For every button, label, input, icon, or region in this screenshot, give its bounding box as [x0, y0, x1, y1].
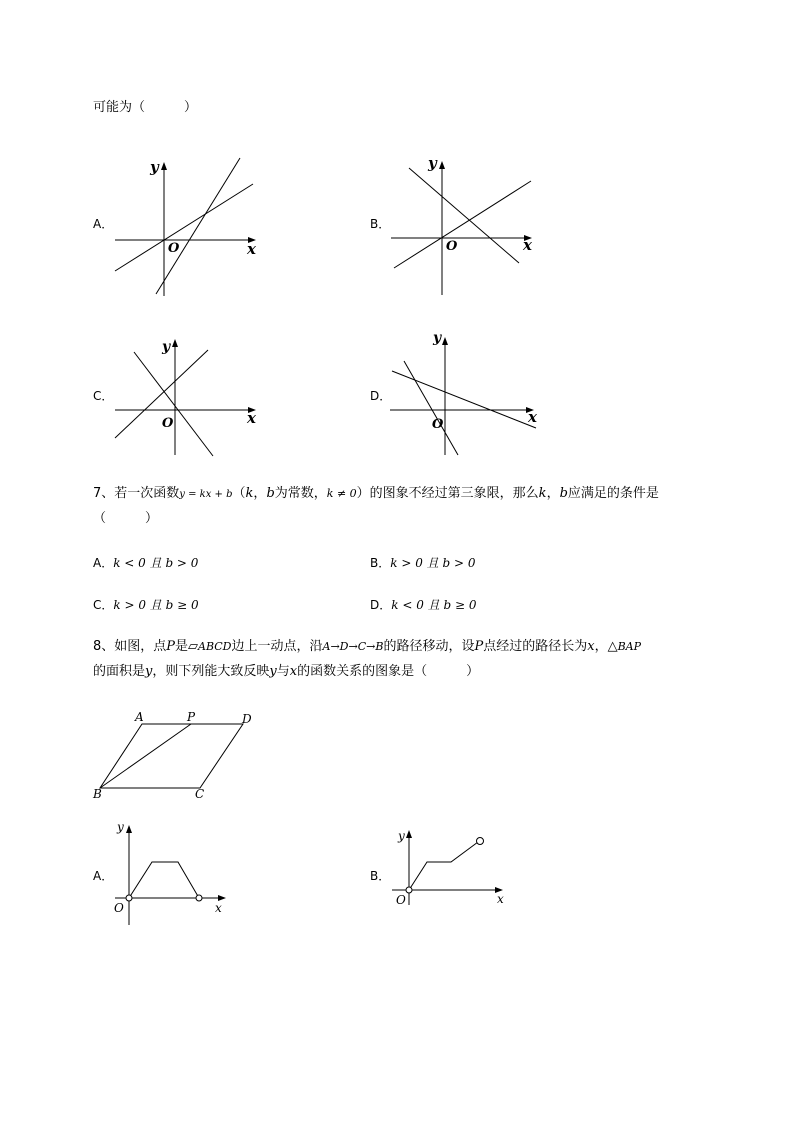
origin-label: O	[396, 893, 406, 907]
q7-text-4: 为常数，	[274, 486, 327, 501]
q6-option-b-label[interactable]: B．	[370, 217, 391, 231]
x-label: x	[247, 409, 256, 427]
vertex-d-label: D	[242, 712, 252, 726]
q7-text-1: 7、若一次函数	[93, 486, 180, 501]
x-label: x	[528, 408, 537, 426]
q7-option-a-text: k < 0 且 b > 0	[113, 556, 199, 570]
q7-option-c-text: k > 0 且 b ≥ 0	[113, 598, 199, 612]
q6-option-a-graph	[110, 150, 270, 300]
line-1	[115, 184, 253, 271]
origin-label: O	[162, 416, 174, 431]
y-label: y	[117, 820, 124, 834]
q8-var-x: x	[587, 639, 595, 654]
x-label: x	[215, 901, 222, 915]
q8-parallelogram-figure	[90, 705, 265, 805]
line-2	[134, 352, 213, 456]
q7-formula: y = kx + b	[179, 489, 233, 500]
function-graph	[409, 842, 478, 890]
line-2	[156, 158, 240, 294]
q7-option-d-text: k < 0 且 b ≥ 0	[391, 598, 477, 612]
line-1	[394, 181, 531, 268]
q8-stem-line-2	[93, 664, 479, 680]
q8-text-7: 的面积是	[93, 664, 146, 679]
origin-label: O	[168, 241, 180, 256]
q7-text-2: （	[232, 486, 246, 501]
q7-stem	[93, 486, 659, 503]
parallelogram-abcd	[100, 724, 243, 788]
q7-option-b[interactable]	[370, 555, 475, 571]
q8-var-y: y	[145, 664, 153, 679]
y-axis-arrow	[126, 825, 132, 833]
origin-label: O	[446, 239, 458, 254]
vertex-b-label: B	[93, 787, 102, 801]
q8-var-x-2: x	[289, 664, 298, 679]
q7-var-k: k	[245, 486, 254, 501]
end-point	[196, 895, 202, 901]
q7-option-c[interactable]	[93, 597, 199, 613]
q8-text-6: ，△	[594, 639, 618, 654]
q7-condition: k ≠ 0	[326, 487, 357, 500]
q8-var-p-2: P	[474, 639, 484, 654]
q8-text-2: 是▱	[175, 639, 199, 654]
q7-option-a-label: A．	[93, 556, 114, 570]
q8-text-1: 8、如图，点	[93, 639, 167, 654]
q6-option-c-label[interactable]: C．	[93, 389, 114, 403]
q7-var-k-2: k	[538, 486, 547, 501]
q6-option-d-graph	[385, 325, 550, 465]
q7-var-b: b	[266, 486, 275, 501]
q8-option-a-label[interactable]: A．	[93, 869, 114, 883]
q8-var-p: P	[166, 639, 176, 654]
q7-option-d[interactable]	[370, 597, 476, 613]
start-point	[126, 895, 132, 901]
y-label: y	[162, 339, 171, 355]
y-axis-arrow	[172, 339, 178, 347]
end-point	[477, 838, 484, 845]
y-axis-arrow	[406, 830, 412, 838]
q8-path: A→D→C→B	[322, 640, 384, 653]
q8-triangle-name: BAP	[617, 640, 641, 653]
q8-text-3: 边上一动点，沿	[231, 639, 323, 654]
q8-text-8: ，则下列能大致反映	[152, 664, 270, 679]
vertex-a-label: A	[135, 710, 144, 724]
line-2	[409, 168, 519, 263]
y-label: y	[398, 829, 405, 843]
q8-text-4: 的路径移动，设	[383, 639, 475, 654]
q8-stem-line-1	[93, 639, 641, 655]
q7-option-d-label: D．	[370, 598, 392, 612]
q8-option-b-graph	[387, 825, 517, 915]
q6-tail-text: 可能为（ ）	[93, 100, 198, 115]
q7-text-5: ）的图象不经过第三象限，那么	[356, 486, 539, 501]
y-axis-arrow	[442, 337, 448, 345]
q6-option-a-label[interactable]: A．	[93, 217, 114, 231]
q7-text-3: ，	[253, 486, 267, 501]
function-graph	[129, 862, 199, 898]
origin-label: O	[432, 417, 444, 432]
q6-option-c-graph	[110, 335, 270, 465]
q7-text-7: 应满足的条件是	[567, 486, 659, 501]
start-point	[406, 887, 412, 893]
q7-var-b-2: b	[559, 486, 568, 501]
x-label: x	[497, 892, 504, 906]
q8-parallelogram-name: ABCD	[198, 640, 232, 653]
point-p-label: P	[187, 710, 196, 724]
q8-text-5: 点经过的路径长为	[483, 639, 588, 654]
q8-option-a-graph	[110, 815, 235, 930]
y-label: y	[428, 154, 437, 172]
y-label: y	[150, 158, 159, 176]
y-label: y	[433, 330, 442, 346]
q8-option-b-label[interactable]: B．	[370, 869, 391, 883]
vertex-c-label: C	[195, 787, 205, 801]
q7-option-c-label: C．	[93, 598, 114, 612]
line-2	[404, 361, 458, 455]
q7-blank: （ ）	[93, 511, 159, 526]
q8-text-10: 的函数关系的图象是（ ）	[297, 664, 480, 679]
x-label: x	[523, 236, 532, 254]
y-axis-arrow	[439, 161, 445, 169]
origin-label: O	[114, 901, 124, 915]
segment-bp	[100, 724, 191, 788]
y-axis-arrow	[161, 162, 167, 170]
q7-option-a[interactable]	[93, 555, 198, 571]
q7-text-6: ，	[546, 486, 560, 501]
q8-var-y-2: y	[269, 664, 277, 679]
q7-option-b-text: k > 0 且 b > 0	[390, 556, 476, 570]
q8-text-9: 与	[276, 664, 290, 679]
line-1	[392, 371, 536, 428]
q6-option-b-graph	[388, 150, 548, 300]
q6-option-d-label[interactable]: D．	[370, 389, 392, 403]
q7-option-b-label: B．	[370, 556, 391, 570]
x-label: x	[247, 240, 256, 258]
